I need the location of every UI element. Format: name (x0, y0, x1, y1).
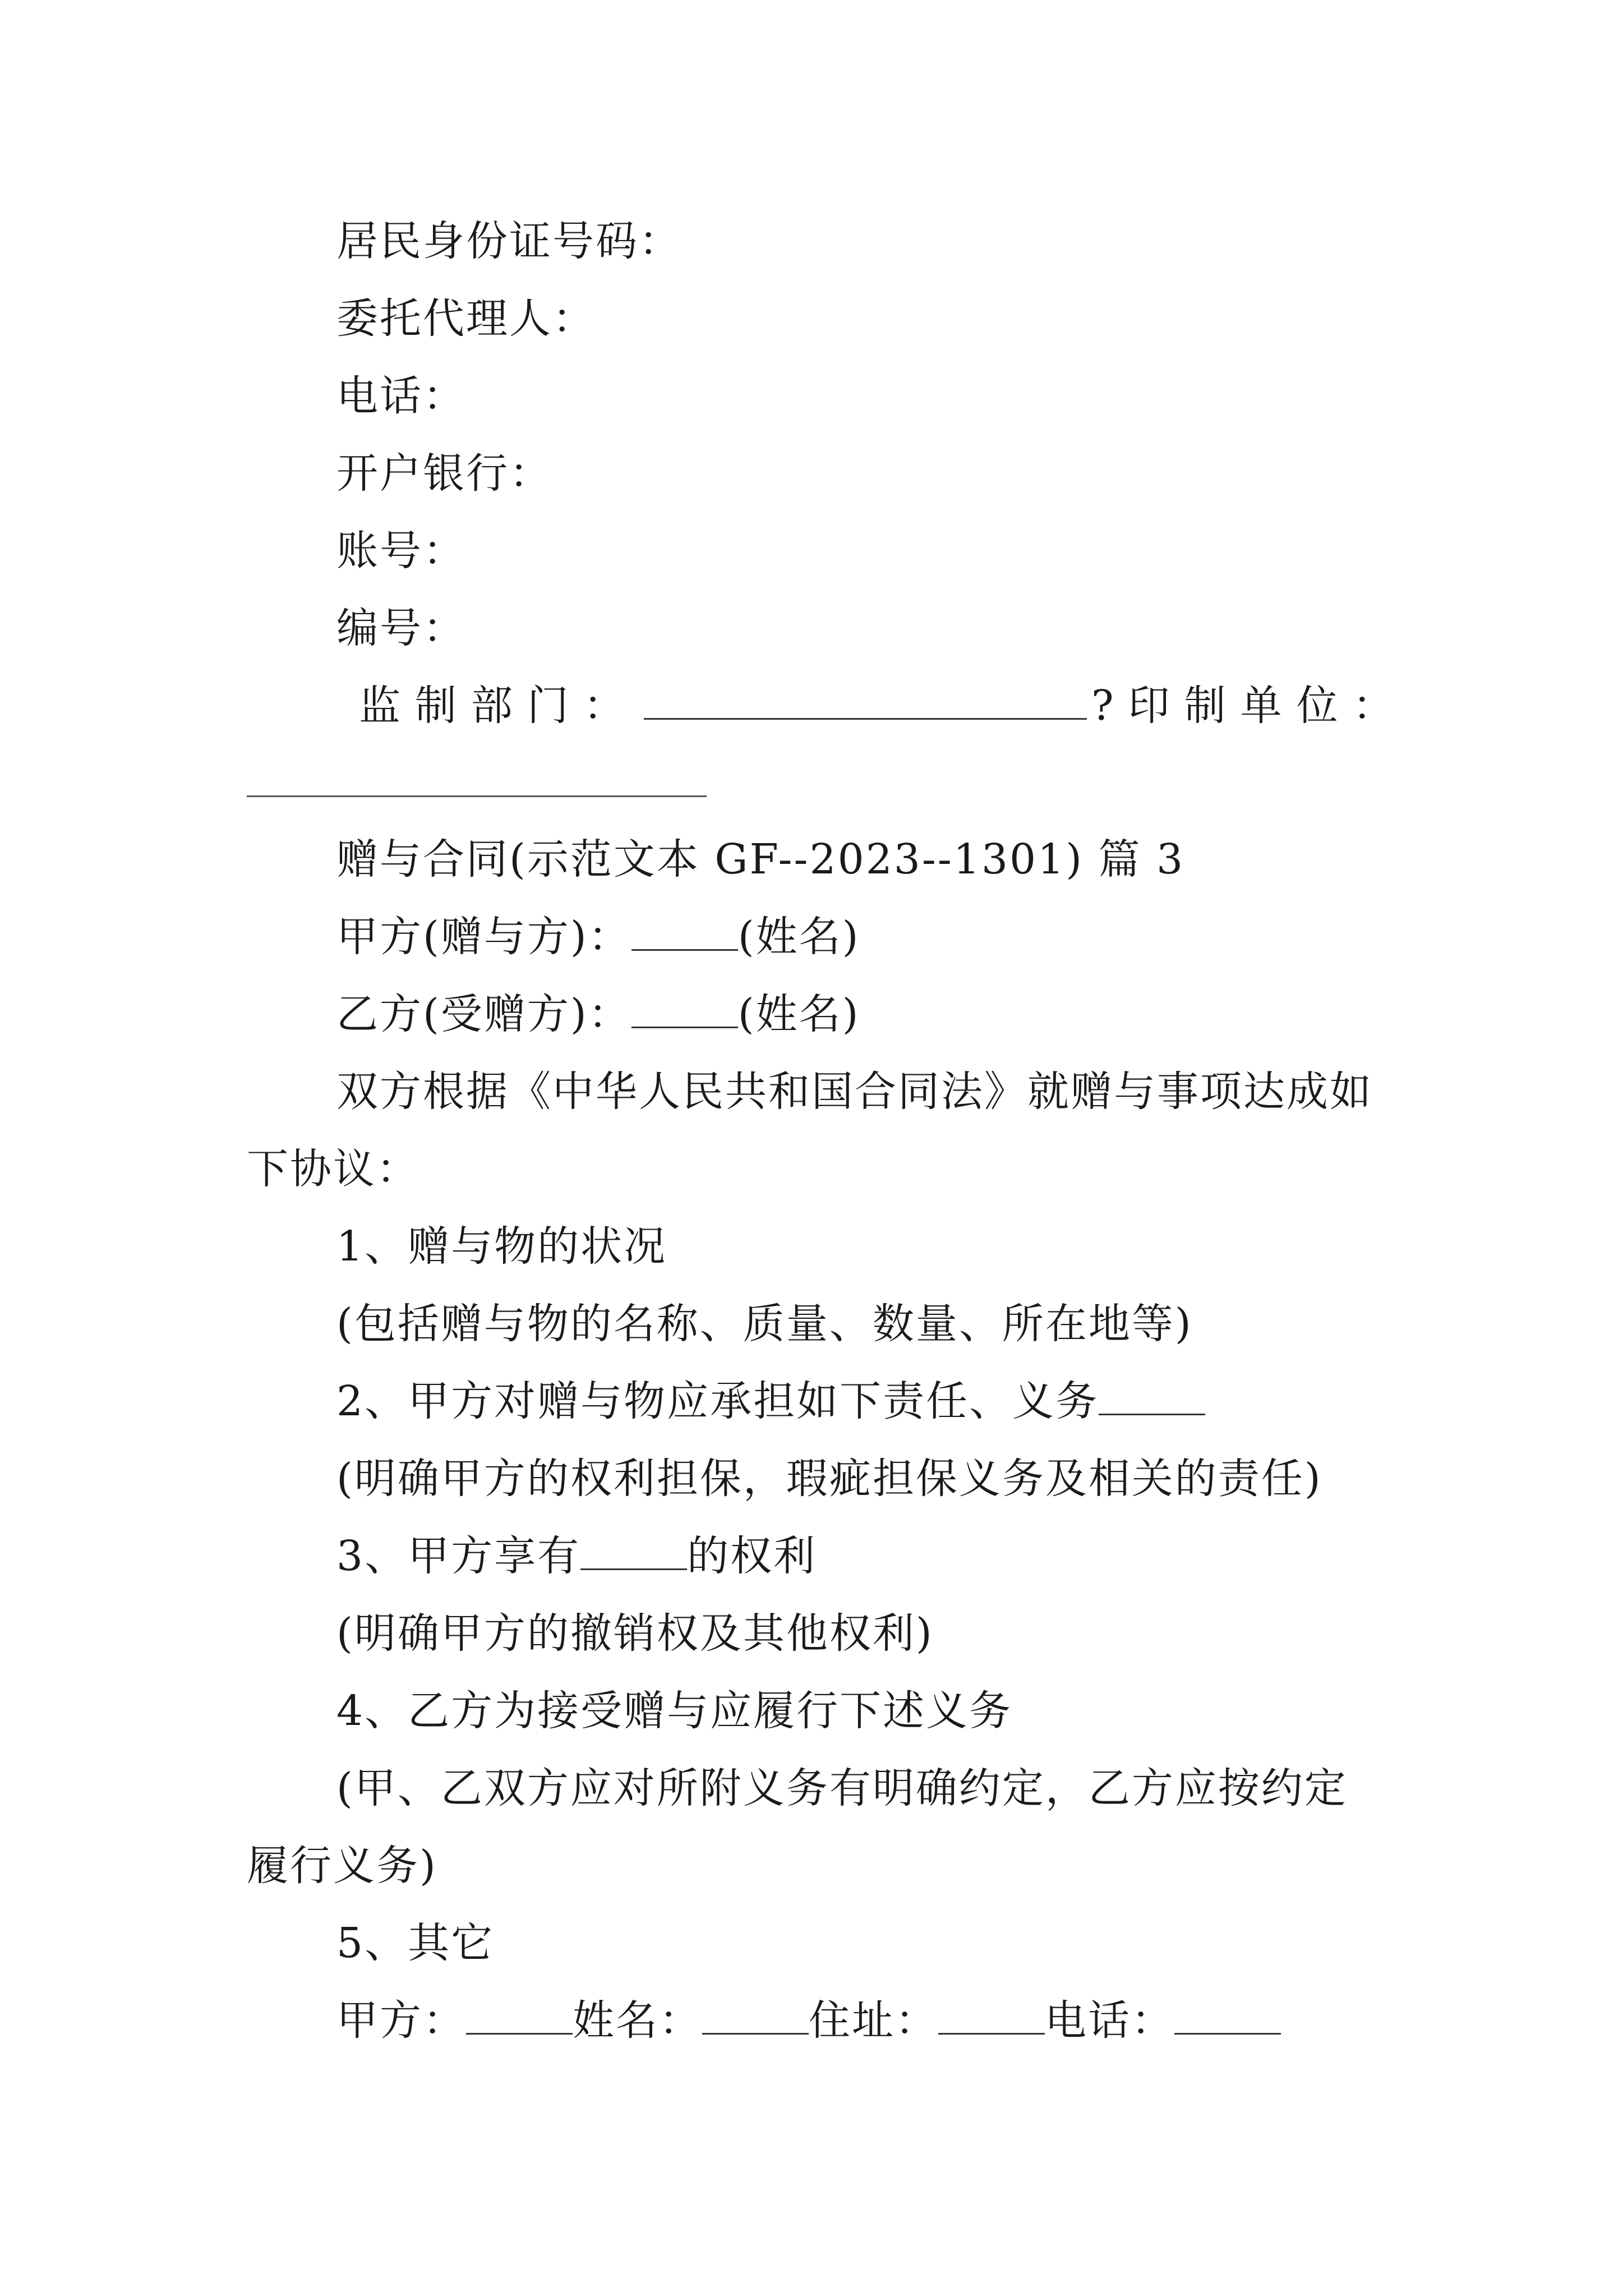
clause-4-title: 4、乙方为接受赠与应履行下述义务 (336, 1687, 1013, 1735)
clause-4-note-cont: 履行义务) (247, 1842, 437, 1890)
donor-name-blank (631, 912, 738, 951)
clause-2-title: 2、甲方对赠与物应承担如下责任、义务 (336, 1377, 1099, 1425)
donor-name-hint: (姓名) (737, 913, 860, 961)
clause-3-blank (580, 1531, 687, 1570)
party-a-address-blank (938, 1996, 1045, 2035)
agent-label: 委托代理人： (336, 295, 596, 343)
clause-3-title: 3、甲方享有 (336, 1532, 581, 1580)
agreement-intro-cont: 下协议： (247, 1145, 419, 1193)
party-a-name-blank (702, 1996, 809, 2035)
clause-1-note: (包括赠与物的名称、质量、数量、所在地等) (336, 1300, 1193, 1348)
account-label: 账号： (336, 527, 466, 575)
party-a-address-label: 住址： (809, 1996, 938, 2045)
party-a-phone-label: 电话： (1045, 1996, 1174, 2045)
id-number-label: 居民身份证号码： (336, 217, 682, 265)
clause-3-line (336, 1528, 817, 1584)
agreement-intro: 双方根据《中华人民共和国合同法》就赠与事项达成如 (336, 1068, 1373, 1116)
party-a-name-label: 姓名： (573, 1996, 702, 2045)
clause-4-note: (甲、乙双方应对所附义务有明确约定，乙方应按约定 (336, 1764, 1348, 1812)
supervision-label: 监制部门： (359, 682, 639, 730)
supervision-blank (644, 681, 1087, 720)
clause-2-blank (1099, 1377, 1205, 1415)
donee-name-blank (631, 990, 738, 1028)
printer-blank-rule (247, 795, 707, 797)
clause-2-note: (明确甲方的权利担保，瑕疵担保义务及相关的责任) (336, 1455, 1322, 1503)
bank-label: 开户银行： (336, 449, 552, 498)
printer-label: ?印制单位： (1091, 682, 1409, 730)
donee-label: 乙方(受赠方)： (336, 990, 631, 1038)
party-a-info-line (336, 1993, 1281, 2049)
serial-number-label: 编号： (336, 604, 466, 652)
donor-label: 甲方(赠与方)： (336, 913, 631, 961)
party-a-label: 甲方： (336, 1996, 466, 2045)
supervision-line (359, 678, 1409, 734)
clause-1-title: 1、赠与物的状况 (336, 1222, 667, 1271)
donor-line (336, 909, 860, 965)
clause-3-note: (明确甲方的撤销权及其他权利) (336, 1609, 934, 1658)
clause-5-title: 5、其它 (336, 1919, 495, 1967)
phone-label: 电话： (336, 372, 466, 420)
clause-2-line (336, 1373, 1205, 1429)
clause-3-title-end: 的权利 (687, 1532, 817, 1580)
donee-name-hint: (姓名) (737, 990, 860, 1038)
donee-line (336, 986, 860, 1042)
party-a-phone-blank (1174, 1996, 1281, 2035)
section-title: 赠与合同(示范文本 GF--2023--1301) 篇 3 (336, 835, 1185, 884)
party-a-blank (466, 1996, 573, 2035)
